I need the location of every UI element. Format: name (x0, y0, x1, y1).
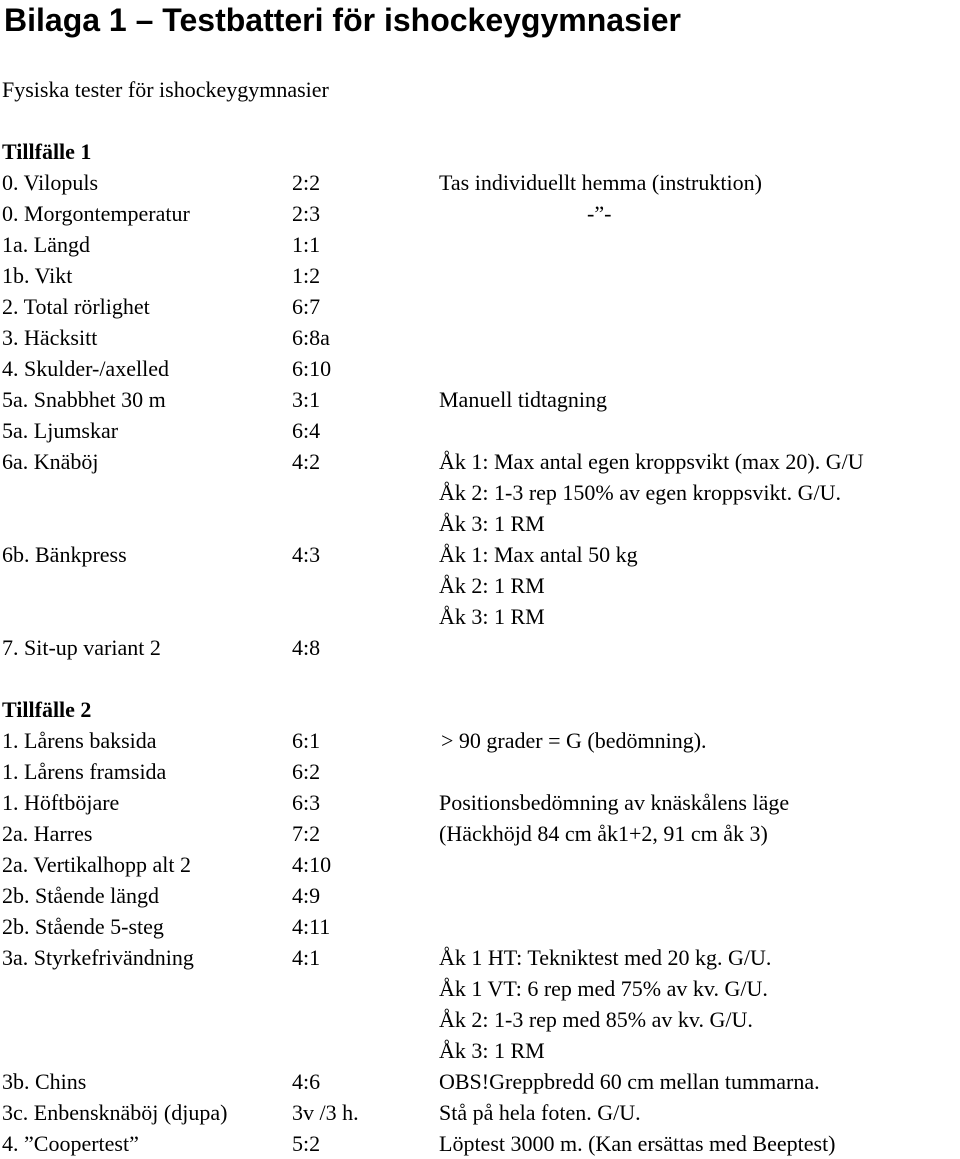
test-row (0, 911, 960, 942)
test-name: 3. Häcksitt (2, 325, 98, 350)
test-row (0, 632, 960, 663)
test-name: 6b. Bänkpress (2, 542, 127, 567)
test-code: 6:10 (292, 356, 332, 381)
test-note: Åk 2: 1-3 rep med 85% av kv. G/U. (439, 1007, 753, 1032)
test-note: Tas individuellt hemma (instruktion) (439, 170, 762, 195)
test-note: Åk 2: 1 RM (439, 573, 545, 598)
test-code: 6:3 (292, 790, 321, 815)
test-name: 5a. Ljumskar (2, 418, 119, 443)
test-code: 4:8 (292, 635, 321, 660)
test-row (0, 539, 960, 570)
test-name: 1. Lårens framsida (2, 759, 167, 784)
test-code: 3v /3 h. (292, 1100, 359, 1125)
test-note: Åk 1 VT: 6 rep med 75% av kv. G/U. (439, 976, 768, 1001)
test-row (0, 260, 960, 291)
test-row (0, 229, 960, 260)
test-name: 1b. Vikt (2, 263, 73, 288)
test-note: Manuell tidtagning (439, 387, 608, 412)
test-name: 1. Lårens baksida (2, 728, 157, 753)
test-note: Åk 1: Max antal egen kroppsvikt (max 20). G/U (439, 449, 864, 474)
test-row (0, 384, 960, 415)
test-row (0, 818, 960, 849)
session-2-section (0, 694, 960, 1159)
test-name: 2. Total rörlighet (2, 294, 150, 319)
test-row (0, 1004, 960, 1035)
test-row (0, 353, 960, 384)
test-row (0, 415, 960, 446)
test-code: 4:2 (292, 449, 321, 474)
document-subtitle: Fysiska tester för ishockeygymnasier (2, 77, 329, 102)
test-code: 6:2 (292, 759, 321, 784)
test-name: 6a. Knäböj (2, 449, 99, 474)
test-note: Löptest 3000 m. (Kan ersättas med Beeptest) (439, 1131, 836, 1156)
test-row (0, 973, 960, 1004)
test-code: 4:9 (292, 883, 321, 908)
test-code: 6:7 (292, 294, 321, 319)
test-name: 3a. Styrkefrivändning (2, 945, 194, 970)
test-note: -”- (587, 201, 612, 226)
test-row (0, 1097, 960, 1128)
test-code: 2:3 (292, 201, 321, 226)
page-title: Bilaga 1 – Testbatteri för ishockeygymnasier (4, 2, 681, 38)
test-name: 1a. Längd (2, 232, 90, 257)
test-name: 0. Morgontemperatur (2, 201, 190, 226)
test-row (0, 880, 960, 911)
test-row (0, 291, 960, 322)
test-row (0, 601, 960, 632)
test-name: 4. ”Coopertest” (2, 1131, 139, 1156)
test-name: 5a. Snabbhet 30 m (2, 387, 166, 412)
test-name: 0. Vilopuls (2, 170, 99, 195)
test-note: OBS!Greppbredd 60 cm mellan tummarna. (439, 1069, 820, 1094)
test-row (0, 756, 960, 787)
test-name: 7. Sit-up variant 2 (2, 635, 161, 660)
test-name: 2a. Harres (2, 821, 93, 846)
test-code: 6:8a (292, 325, 330, 350)
test-note: Positionsbedömning av knäskålens läge (439, 790, 790, 815)
test-row (0, 167, 960, 198)
test-note: Åk 1: Max antal 50 kg (439, 542, 638, 567)
test-row (0, 198, 960, 229)
test-name: 2a. Vertikalhopp alt 2 (2, 852, 191, 877)
test-code: 6:1 (292, 728, 321, 753)
test-row (0, 477, 960, 508)
test-row (0, 322, 960, 353)
test-note: Åk 2: 1-3 rep 150% av egen kroppsvikt. G/U. (439, 480, 842, 505)
test-code: 2:2 (292, 170, 321, 195)
test-note: > 90 grader = G (bedömning). (441, 728, 707, 753)
test-row (0, 1128, 960, 1159)
test-code: 4:11 (292, 914, 331, 939)
test-note: Åk 3: 1 RM (439, 511, 545, 536)
test-row (0, 849, 960, 880)
session-heading: Tillfälle 1 (2, 139, 92, 164)
test-code: 5:2 (292, 1131, 321, 1156)
test-code: 1:1 (292, 232, 321, 257)
test-name: 3c. Enbensknäböj (djupa) (2, 1100, 228, 1125)
test-name: 2b. Stående 5-steg (2, 914, 164, 939)
test-code: 4:1 (292, 945, 321, 970)
test-code: 4:10 (292, 852, 332, 877)
test-row (0, 725, 960, 756)
test-name: 3b. Chins (2, 1069, 87, 1094)
test-code: 4:6 (292, 1069, 321, 1094)
test-name: 2b. Stående längd (2, 883, 160, 908)
test-row (0, 570, 960, 601)
session-heading: Tillfälle 2 (2, 697, 92, 722)
test-code: 4:3 (292, 542, 321, 567)
test-row (0, 1035, 960, 1066)
test-row (0, 1066, 960, 1097)
test-row (0, 942, 960, 973)
test-note: Åk 1 HT: Tekniktest med 20 kg. G/U. (439, 945, 772, 970)
test-row (0, 446, 960, 477)
test-code: 3:1 (292, 387, 321, 412)
session-1-section (0, 136, 960, 663)
test-note: Åk 3: 1 RM (439, 604, 545, 629)
test-code: 6:4 (292, 418, 321, 443)
test-name: 1. Höftböjare (2, 790, 120, 815)
test-note: Åk 3: 1 RM (439, 1038, 545, 1063)
test-code: 7:2 (292, 821, 321, 846)
test-row (0, 787, 960, 818)
test-name: 4. Skulder-/axelled (2, 356, 169, 381)
test-note: Stå på hela foten. G/U. (439, 1100, 641, 1125)
test-code: 1:2 (292, 263, 321, 288)
test-row (0, 508, 960, 539)
test-note: (Häckhöjd 84 cm åk1+2, 91 cm åk 3) (439, 821, 768, 846)
